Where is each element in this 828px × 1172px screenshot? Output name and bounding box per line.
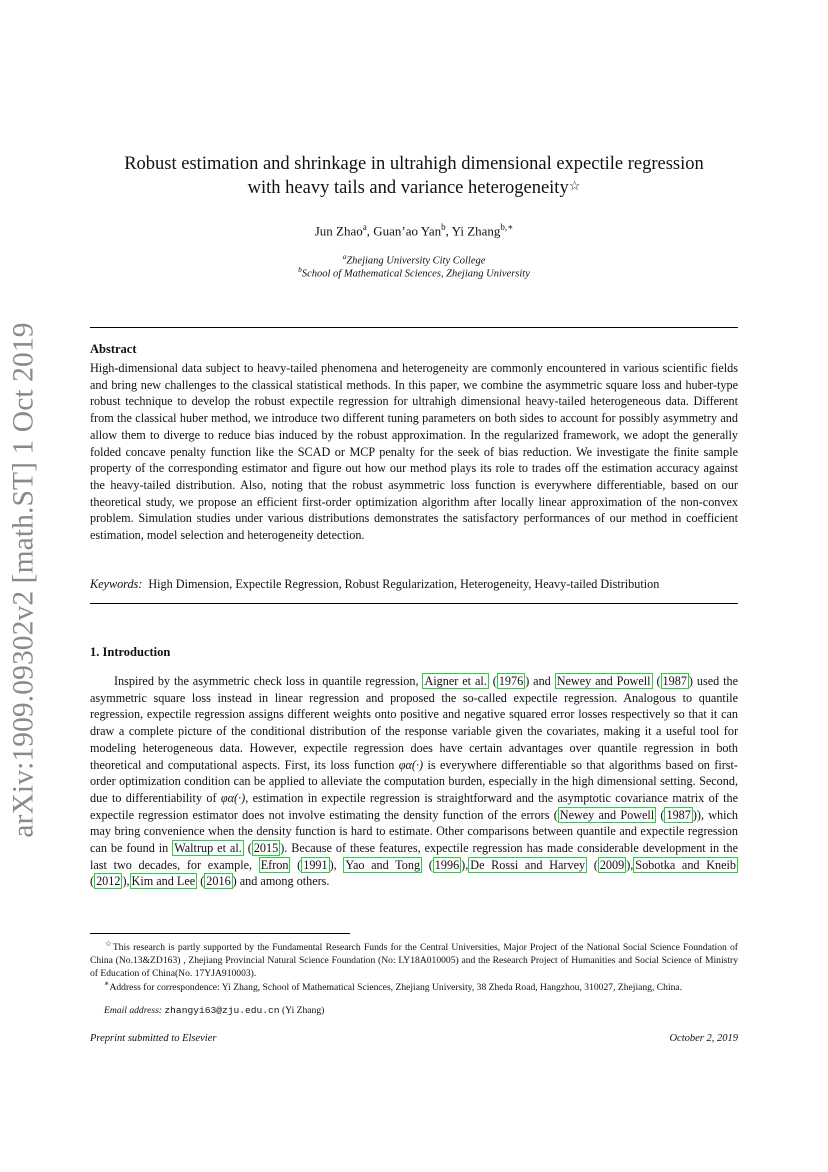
footnote-corr-mark: ∗ bbox=[104, 979, 110, 988]
abstract-bottom-rule bbox=[90, 603, 738, 604]
abstract-top-rule bbox=[90, 327, 738, 328]
intro-text: ), bbox=[461, 857, 469, 872]
author-name: Jun Zhao bbox=[314, 223, 363, 239]
intro-text: )), which may bring convenience when the density function is hard to estimate. Other comparisons between quantile and expectile regression can be found in bbox=[90, 807, 739, 856]
footer-date: October 2, 2019 bbox=[669, 1033, 738, 1044]
intro-text: ). Because of these features, expectile regression has made considerable development in the last two decades, for example, bbox=[90, 841, 739, 872]
abstract-text: High-dimensional data subject to heavy-tailed phenomena and heterogeneity are commonly encountered in various scientific fields and bring new challenges to the classical statistical methods. In this paper, we combine the asymmetric square loss and huber-type robust technique to develop the robust expectile regression for ultrahigh dimensional heavy-tailed heterogeneous data. Different from the classical huber method, we introduce two different tuning parameters on both sides to account for possibly asymmetry and allow them to diverge to reduce bias induced by the robust approximation. In the regularized framework, we adopt the generally folded concave penalty function like the SCAD or MCP penalty for the seek of bias reduction. We investigate the finite sample property of the corresponding estimator and figure out how our method plays its role to trades off the estimation accuracy against the heavy-tailed distribution. Also, noting that the robust asymmetric loss function is everywhere differentiable, based on our theoretical study, we propose an efficient first-order optimization algorithm after locally linear approximation of the non-convex problem. Simulation studies under various distributions demonstrates the satisfactory performances of our method in coefficient estimation, model selection and heterogeneity detection. bbox=[90, 361, 738, 543]
footnote-funding bbox=[90, 938, 738, 981]
email-owner: (Yi Zhang) bbox=[281, 1005, 325, 1016]
citation-link[interactable]: 1987 bbox=[662, 674, 687, 688]
intro-text: ( bbox=[197, 874, 205, 889]
citation-link[interactable]: 1991 bbox=[303, 857, 328, 872]
citation-link[interactable]: Sobotka and Kneib bbox=[635, 857, 736, 872]
math-expression: φα(·) bbox=[220, 790, 246, 805]
citation-link[interactable]: Newey and Powell bbox=[559, 807, 655, 822]
affiliation-mark: b bbox=[298, 265, 302, 274]
author-affil-mark: b,∗ bbox=[500, 222, 514, 232]
author-list: Jun Zhao$^a$, Guan’ao Yan$^b$, Yi Zhang$^{b,∗}$ bbox=[314, 222, 514, 239]
author-name: Yi Zhang bbox=[451, 223, 501, 239]
paper-title bbox=[90, 152, 738, 200]
intro-text: is everywhere differentiable so that algorithms based on first-order optimization condition can be applied to alleviate the computation burden, especially in the high dimensional setting. Second, due to differentiability of bbox=[90, 757, 738, 805]
title-footnote-star: ☆ bbox=[568, 178, 581, 193]
intro-text: ), bbox=[122, 874, 130, 889]
introduction-paragraph bbox=[90, 673, 738, 890]
email-address[interactable]: zhangyi63@zju.edu.cn bbox=[164, 1005, 280, 1016]
intro-text: ( bbox=[488, 674, 497, 688]
arxiv-stamp-text: arXiv:1909.09302v2 [math.ST] 1 Oct 2019 bbox=[7, 322, 40, 838]
citation-link[interactable]: 2009 bbox=[599, 857, 625, 872]
affiliation-b bbox=[90, 265, 738, 280]
math-expression: φα(·) bbox=[398, 757, 424, 772]
intro-text: ( bbox=[587, 857, 598, 872]
intro-text: ( bbox=[652, 674, 661, 688]
intro-text: ) and bbox=[525, 674, 555, 688]
footnote-correspondence bbox=[90, 978, 738, 995]
affiliation-text: Zhejiang University City College bbox=[346, 255, 486, 267]
intro-text: ( bbox=[290, 857, 302, 872]
citation-link[interactable]: Waltrup et al. bbox=[174, 841, 242, 856]
citation-link[interactable]: Kim and Lee bbox=[131, 874, 196, 889]
intro-text: ( bbox=[243, 841, 252, 856]
footnote-email bbox=[90, 1005, 738, 1018]
title-line-1: Robust estimation and shrinkage in ultrahigh dimensional expectile regression bbox=[124, 154, 704, 174]
footnote-star-mark: ☆ bbox=[104, 939, 113, 948]
intro-text: ), bbox=[329, 857, 344, 872]
footnote-rule bbox=[90, 933, 350, 934]
intro-text: ), bbox=[626, 857, 634, 872]
footnote-funding-text: This research is partly supported by the Fundamental Research Funds for the Central Universities, Major Project of the National Social Science Foundation of China (No.13&ZD163) , Zhejiang Provincial Natural Science Foundation (No: LY18A010005) and the Research Project of Humanities and Social Science of Ministry of Education of China(No. 17YJA910003). bbox=[90, 942, 738, 979]
citation-link[interactable]: 1987 bbox=[666, 807, 691, 822]
keywords-label: Keywords: bbox=[90, 577, 143, 591]
affiliation-mark: a bbox=[342, 252, 347, 261]
abstract-heading: Abstract bbox=[90, 342, 137, 356]
citation-link[interactable]: Aigner et al. bbox=[424, 674, 487, 688]
citation-link[interactable]: De Rossi and Harvey bbox=[470, 857, 586, 872]
citation-link[interactable]: 2015 bbox=[253, 841, 279, 856]
intro-text: ( bbox=[422, 857, 433, 872]
author-affil-mark: a bbox=[362, 222, 367, 232]
intro-text: ( bbox=[656, 807, 665, 822]
footer-journal: Preprint submitted to Elsevier bbox=[90, 1033, 217, 1044]
author-name: Guan’ao Yan bbox=[373, 223, 442, 239]
section-heading-introduction: 1. Introduction bbox=[90, 645, 171, 659]
title-line-2: with heavy tails and variance heterogeneity bbox=[247, 178, 569, 198]
intro-text: ( bbox=[90, 874, 95, 889]
intro-text: Inspired by the asymmetric check loss in quantile regression, bbox=[114, 674, 423, 688]
intro-text: ) used the asymmetric square loss instead in linear regression and proposed the so-called expectile regression. Analogous to quantile regression, expectile regression assigns different weights onto positive and negative squared error losses respectively so that it can draw a complete picture of the conditional distribution of the response variable given the covariates, making it a useful tool for modeling heterogeneous data. However, expectile regression does have certain advantages over quantile regression in both theoretical and computational aspects. First, its loss function bbox=[90, 674, 739, 772]
keywords bbox=[90, 577, 738, 592]
page-footer bbox=[90, 1033, 738, 1044]
footnote-correspondence-text: Address for correspondence: Yi Zhang, School of Mathematical Sciences, Zhejiang University, 38 Zheda Road, Hangzhou, 310027, Zhejiang, China. bbox=[109, 982, 683, 994]
citation-link[interactable]: Yao and Tong bbox=[345, 857, 421, 872]
citation-link[interactable]: 1976 bbox=[498, 674, 524, 688]
citation-link[interactable]: 1996 bbox=[434, 857, 460, 872]
citation-link[interactable]: 2012 bbox=[96, 874, 121, 889]
intro-text: , estimation in expectile regression is straightforward and the asymptotic covariance matrix of the expectile regression estimator does not involve estimating the density function of the errors ( bbox=[90, 790, 738, 822]
keywords-text: High Dimension, Expectile Regression, Robust Regularization, Heterogeneity, Heavy-tailed Distribution bbox=[148, 577, 660, 591]
citation-link[interactable]: 2016 bbox=[206, 874, 231, 889]
author-affil-mark: b bbox=[441, 222, 446, 232]
affiliation-text: School of Mathematical Sciences, Zhejiang University bbox=[301, 268, 530, 280]
arxiv-stamp bbox=[4, 322, 44, 838]
citation-link[interactable]: Newey and Powell bbox=[556, 674, 651, 688]
email-label: Email address: bbox=[104, 1005, 163, 1016]
citation-link[interactable]: Efron bbox=[260, 857, 289, 872]
intro-text: ) and among others. bbox=[232, 874, 330, 889]
